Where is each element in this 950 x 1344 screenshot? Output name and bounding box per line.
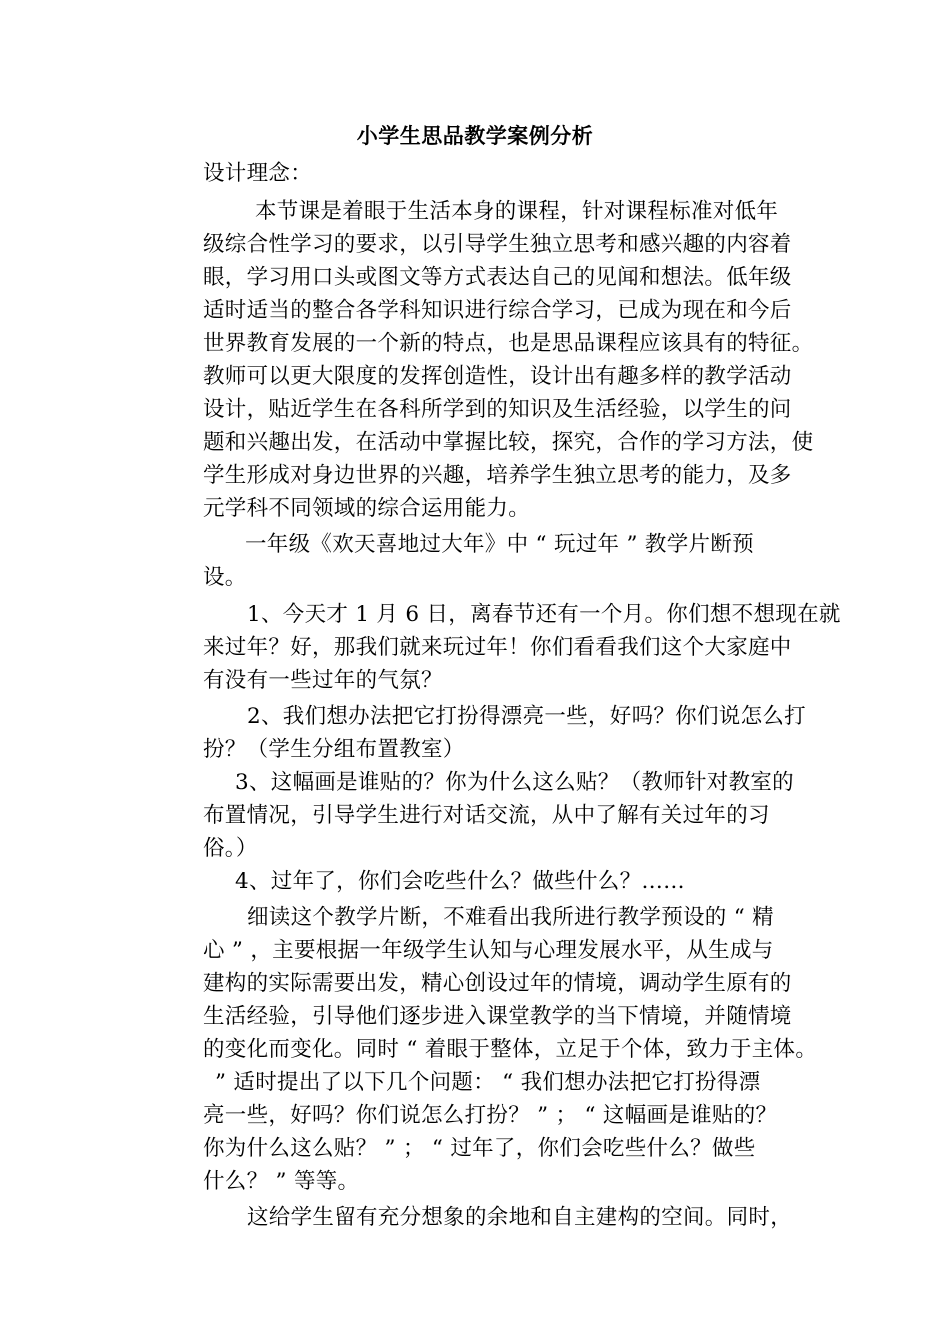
body-line: 你为什么这么贴？ ” ； “ 过年了，你们会吃些什么？做些 xyxy=(203,1136,756,1161)
body-line: 题和兴趣出发，在活动中掌握比较，探究，合作的学习方法，使 xyxy=(203,430,814,455)
body-line: 教师可以更大限度的发挥创造性，设计出有趣多样的教学活动 xyxy=(203,364,792,389)
body-line: 元学科不同领域的综合运用能力。 xyxy=(203,496,531,521)
body-line: 2、我们想办法把它打扮得漂亮一些，好吗？你们说怎么打 xyxy=(247,704,806,729)
body-line: 布置情况，引导学生进行对话交流，从中了解有关过年的习 xyxy=(203,803,770,828)
body-line: 设计理念： xyxy=(203,161,313,186)
body-line: ” 适时提出了以下几个问题： “ 我们想办法把它打扮得漂 xyxy=(215,1070,761,1095)
body-line: 俗。） xyxy=(203,836,258,861)
body-line: 建构的实际需要出发，精心创设过年的情境，调动学生原有的 xyxy=(203,971,792,996)
body-line: 1、今天才 1 月 6 日，离春节还有一个月。你们想不想现在就 xyxy=(247,602,841,627)
body-line: 本节课是着眼于生活本身的课程，针对课程标准对低年 xyxy=(255,199,779,224)
body-line: 设计，贴近学生在各科所学到的知识及生活经验，以学生的问 xyxy=(203,397,792,422)
body-line: 适时适当的整合各学科知识进行综合学习，已成为现在和今后 xyxy=(203,298,792,323)
body-line: 扮？（学生分组布置教室） xyxy=(203,737,465,762)
body-line: 4、过年了，你们会吃些什么？做些什么？…… xyxy=(235,869,685,894)
body-line: 来过年？好，那我们就来玩过年！你们看看我们这个大家庭中 xyxy=(203,635,792,660)
body-line: 级综合性学习的要求，以引导学生独立思考和感兴趣的内容着 xyxy=(203,232,792,257)
body-line: 学生形成对身边世界的兴趣，培养学生独立思考的能力，及多 xyxy=(203,463,792,488)
body-line: 亮一些，好吗？你们说怎么打扮？ ” ； “ 这幅画是谁贴的？ xyxy=(203,1103,778,1128)
body-line: 一年级《欢天喜地过大年》中 “ 玩过年 ” 教学片断预 xyxy=(245,532,754,557)
body-line: 世界教育发展的一个新的特点，也是思品课程应该具有的特征。 xyxy=(203,331,814,356)
body-line: 心 ” ，主要根据一年级学生认知与心理发展水平，从生成与 xyxy=(203,938,774,963)
body-line: 3、这幅画是谁贴的？你为什么这么贴？（教师针对教室的 xyxy=(235,770,794,795)
body-line: 这给学生留有充分想象的余地和自主建构的空间。同时， xyxy=(247,1205,793,1230)
body-line: 设。 xyxy=(203,565,247,590)
body-line: 眼，学习用口头或图文等方式表达自己的见闻和想法。低年级 xyxy=(203,265,792,290)
document-title: 小学生思品教学案例分析 xyxy=(356,123,594,148)
body-line: 的变化而变化。同时 “ 着眼于整体，立足于个体，致力于主体。 xyxy=(203,1037,818,1062)
body-line: 什么？ ” 等等。 xyxy=(203,1169,360,1194)
body-line: 生活经验，引导他们逐步进入课堂教学的当下情境，并随情境 xyxy=(203,1004,792,1029)
body-line: 细读这个教学片断，不难看出我所进行教学预设的 “ 精 xyxy=(247,905,774,930)
body-line: 有没有一些过年的气氛？ xyxy=(203,668,443,693)
